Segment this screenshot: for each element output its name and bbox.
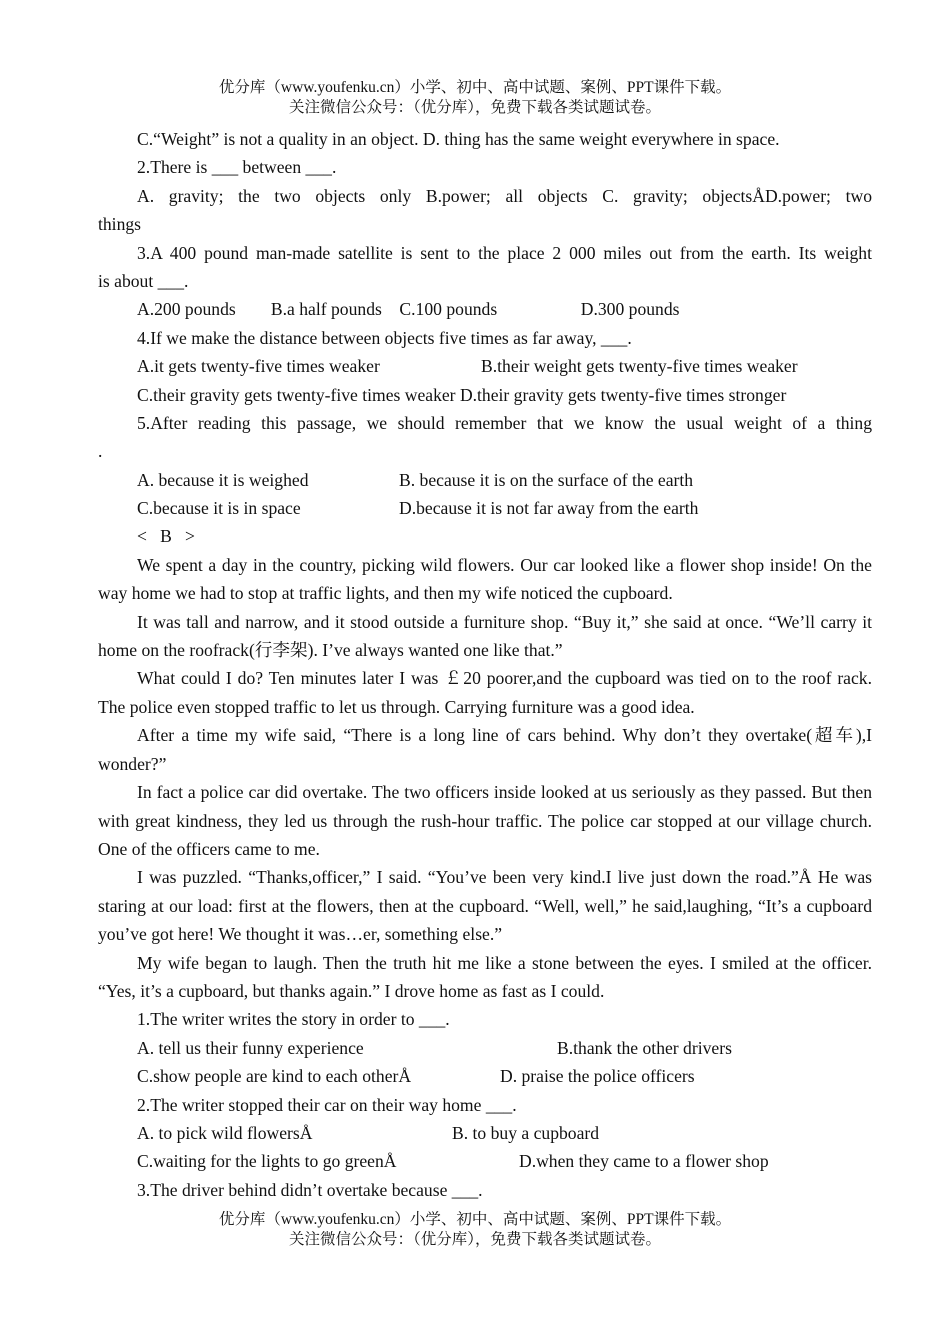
partA-q5-options-cd xyxy=(98,494,872,522)
footer-line-1: 优分库（www.youfenku.cn）小学、初中、高中试题、案例、PPT课件下载。 xyxy=(218,1211,732,1228)
partB-q1-option-a: A. tell us their funny experience xyxy=(137,1037,364,1058)
partB-q1-options-cd xyxy=(98,1062,872,1090)
partA-q5-option-d: D.because it is not far away from the earth xyxy=(399,498,699,519)
document-body xyxy=(98,125,872,1204)
partB-q1-options-ab xyxy=(98,1034,872,1062)
partB-heading: < B > xyxy=(137,526,195,547)
partA-q2-options: A. gravity; the two objects only B.power; all objects C. gravity; objectsÅD.power; two xyxy=(137,185,872,206)
partB-q1-option-c: C.show people are kind to each otherÅ xyxy=(137,1066,412,1087)
page-footer xyxy=(0,1210,950,1250)
partA-q3-options: A.200 pounds B.a half pounds C.100 pounds D.300 pounds xyxy=(137,299,680,320)
partB-paragraph-2: It was tall and narrow, and it stood outside a furniture shop. “Buy it,” she said at once. “We’ll carry it home on the roofrack(行李架). I’ve always wanted one like that.” xyxy=(98,611,872,661)
partA-q2-stem: 2.There is ___ between ___. xyxy=(137,157,337,178)
partB-q2-option-b: B. to buy a cupboard xyxy=(452,1122,600,1143)
partB-paragraph-1: We spent a day in the country, picking wild flowers. Our car looked like a flower shop inside! On the way home we had to stop at traffic lights, and then my wife noticed the cupboard. xyxy=(98,554,872,604)
partA-q5-options-ab xyxy=(98,466,872,494)
partB-q1-stem: 1.The writer writes the story in order to ___. xyxy=(137,1009,450,1030)
header-line-2: 关注微信公众号：（优分库），免费下载各类试题试卷。 xyxy=(288,99,661,116)
partB-paragraph-7: My wife began to laugh. Then the truth hit me like a stone between the eyes. I smiled at the officer. “Yes, it’s a cupboard, but thanks again.” I drove home as fast as I could. xyxy=(98,952,872,1001)
partB-paragraph-3: What could I do? Ten minutes later I was ￡20 poorer,and the cupboard was tied on to the roof rack. The police even stopped traffic to let us through. Carrying furniture was a good idea. xyxy=(98,668,872,717)
partB-q1-option-d: D. praise the police officers xyxy=(500,1066,695,1087)
page-header xyxy=(0,78,950,118)
partA-q5-stem: 5.After reading this passage, we should remember that we know the usual weight of a thing xyxy=(137,412,872,433)
partA-q4-options-cd: C.their gravity gets twenty-five times weaker D.their gravity gets twenty-five times stronger xyxy=(137,384,787,405)
header-line-1: 优分库（www.youfenku.cn）小学、初中、高中试题、案例、PPT课件下载。 xyxy=(218,79,732,96)
partA-q3-stem: 3.A 400 pound man-made satellite is sent to the place 2 000 miles out from the earth. Its weight xyxy=(137,242,872,263)
partB-q2-options-ab xyxy=(98,1119,872,1147)
partB-q2-stem: 2.The writer stopped their car on their way home ___. xyxy=(137,1094,517,1115)
partA-q2-options-wrap: things xyxy=(98,214,142,235)
partB-q2-option-a: A. to pick wild flowersÅ xyxy=(137,1122,313,1143)
partB-q1-option-b: B.thank the other drivers xyxy=(557,1037,732,1058)
partB-q3-stem: 3.The driver behind didn’t overtake because ___. xyxy=(137,1179,483,1200)
partB-q2-option-c: C.waiting for the lights to go greenÅ xyxy=(137,1151,397,1172)
partA-q4-option-b: B.their weight gets twenty-five times weaker xyxy=(481,356,798,377)
partA-q4-options-ab xyxy=(98,352,872,380)
partB-q2-option-d: D.when they came to a flower shop xyxy=(519,1151,769,1172)
partA-q1-options-cd: C.“Weight” is not a quality in an object. D. thing has the same weight everywhere in space. xyxy=(137,129,780,149)
partB-paragraph-5: In fact a police car did overtake. The two officers inside looked at us seriously as they passed. But then with great kindness, they led us through the rush-hour traffic. The police car stopped at our village church. One of the officers came to me. xyxy=(98,782,872,859)
partA-q5-option-b: B. because it is on the surface of the earth xyxy=(399,469,694,490)
partB-q2-options-cd xyxy=(98,1147,872,1175)
partB-paragraph-6: I was puzzled. “Thanks,officer,” I said. “You’ve been very kind.I live just down the road.”Å He was staring at our load: first at the flowers, then at the cupboard. “Well, well,” he said,laughing, “It’s a cupboard you’ve got here! We thought it was…er, something else.” xyxy=(98,867,872,945)
partA-q4-option-a: A.it gets twenty-five times weaker xyxy=(137,356,380,377)
partA-q3-stem-wrap: is about ___. xyxy=(98,270,189,291)
footer-line-2: 关注微信公众号：（优分库），免费下载各类试题试卷。 xyxy=(288,1231,661,1248)
partB-paragraph-4: After a time my wife said, “There is a long line of cars behind. Why don’t they overtake(超车),I wonder?” xyxy=(98,725,872,774)
partA-q4-stem: 4.If we make the distance between objects five times as far away, ___. xyxy=(137,327,632,348)
partA-q5-option-c: C.because it is in space xyxy=(137,498,301,519)
partA-q5-option-a: A. because it is weighed xyxy=(137,469,309,490)
partA-q5-stem-wrap: . xyxy=(98,441,103,462)
